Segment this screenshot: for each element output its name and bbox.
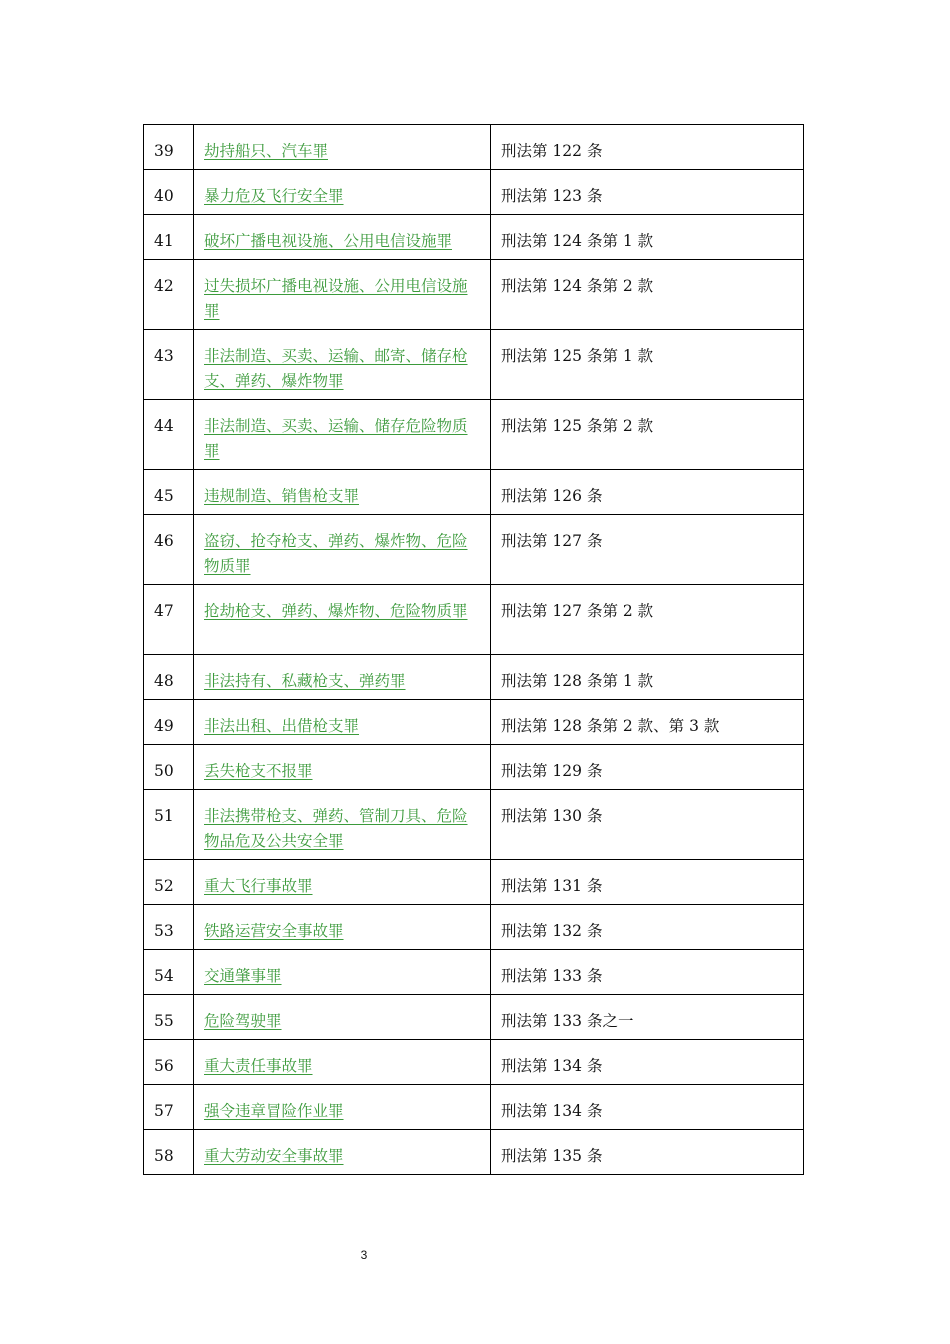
table-row xyxy=(144,125,804,170)
crime-name-cell xyxy=(194,1085,491,1130)
row-number: 51 xyxy=(144,790,194,860)
table-row xyxy=(144,330,804,400)
table-row xyxy=(144,215,804,260)
row-number: 58 xyxy=(144,1130,194,1175)
row-number: 40 xyxy=(144,170,194,215)
law-article: 刑法第 124 条第 2 款 xyxy=(491,260,804,330)
crime-name-cell xyxy=(194,745,491,790)
row-number: 55 xyxy=(144,995,194,1040)
law-article: 刑法第 133 条 xyxy=(491,950,804,995)
law-article: 刑法第 124 条第 1 款 xyxy=(491,215,804,260)
table-row xyxy=(144,1040,804,1085)
crime-name-link[interactable]: 强令违章冒险作业罪 xyxy=(204,1102,344,1120)
table-row xyxy=(144,400,804,470)
crime-name-cell xyxy=(194,260,491,330)
row-number: 54 xyxy=(144,950,194,995)
crime-name-cell xyxy=(194,125,491,170)
row-number: 56 xyxy=(144,1040,194,1085)
row-number: 49 xyxy=(144,700,194,745)
page-number: 3 xyxy=(360,1248,368,1262)
crime-name-link[interactable]: 违规制造、销售枪支罪 xyxy=(204,487,360,505)
row-number: 57 xyxy=(144,1085,194,1130)
law-article: 刑法第 129 条 xyxy=(491,745,804,790)
table-row xyxy=(144,995,804,1040)
row-number: 43 xyxy=(144,330,194,400)
crime-name-link[interactable]: 丢失枪支不报罪 xyxy=(204,762,313,780)
row-number: 47 xyxy=(144,585,194,655)
table-row xyxy=(144,700,804,745)
table-row xyxy=(144,745,804,790)
crime-name-cell xyxy=(194,950,491,995)
crime-name-cell xyxy=(194,700,491,745)
table-row xyxy=(144,470,804,515)
crime-name-link[interactable]: 重大劳动安全事故罪 xyxy=(204,1147,344,1165)
law-article: 刑法第 130 条 xyxy=(491,790,804,860)
table-row xyxy=(144,170,804,215)
crime-name-link[interactable]: 铁路运营安全事故罪 xyxy=(204,922,344,940)
crime-name-cell xyxy=(194,995,491,1040)
table-row xyxy=(144,655,804,700)
law-article: 刑法第 127 条 xyxy=(491,515,804,585)
crime-name-link[interactable]: 劫持船只、汽车罪 xyxy=(204,142,329,160)
law-article: 刑法第 133 条之一 xyxy=(491,995,804,1040)
row-number: 39 xyxy=(144,125,194,170)
table-row xyxy=(144,860,804,905)
crime-name-link[interactable]: 非法制造、买卖、运输、储存危险物质罪 xyxy=(204,417,468,460)
crime-name-link[interactable]: 抢劫枪支、弹药、爆炸物、危险物质罪 xyxy=(204,602,468,620)
table-row xyxy=(144,1130,804,1175)
table-row xyxy=(144,585,804,655)
crime-name-cell xyxy=(194,1040,491,1085)
crime-name-link[interactable]: 过失损坏广播电视设施、公用电信设施罪 xyxy=(204,277,468,320)
crime-name-link[interactable]: 盗窃、抢夺枪支、弹药、爆炸物、危险物质罪 xyxy=(204,532,468,575)
law-article: 刑法第 122 条 xyxy=(491,125,804,170)
table-row xyxy=(144,260,804,330)
crime-table xyxy=(143,124,804,1175)
law-article: 刑法第 128 条第 1 款 xyxy=(491,655,804,700)
law-article: 刑法第 134 条 xyxy=(491,1040,804,1085)
crime-name-link[interactable]: 非法携带枪支、弹药、管制刀具、危险物品危及公共安全罪 xyxy=(204,807,468,850)
crime-name-link[interactable]: 重大飞行事故罪 xyxy=(204,877,313,895)
table-row xyxy=(144,790,804,860)
crime-name-link[interactable]: 非法制造、买卖、运输、邮寄、储存枪支、弹药、爆炸物罪 xyxy=(204,347,468,390)
crime-name-cell xyxy=(194,515,491,585)
table-row xyxy=(144,905,804,950)
crime-name-cell xyxy=(194,470,491,515)
crime-name-link[interactable]: 交通肇事罪 xyxy=(204,967,282,985)
crime-name-cell xyxy=(194,1130,491,1175)
law-article: 刑法第 125 条第 2 款 xyxy=(491,400,804,470)
row-number: 42 xyxy=(144,260,194,330)
crime-name-cell xyxy=(194,170,491,215)
crime-name-link[interactable]: 非法出租、出借枪支罪 xyxy=(204,717,360,735)
table-row xyxy=(144,515,804,585)
crime-name-link[interactable]: 危险驾驶罪 xyxy=(204,1012,282,1030)
row-number: 50 xyxy=(144,745,194,790)
row-number: 46 xyxy=(144,515,194,585)
law-article: 刑法第 125 条第 1 款 xyxy=(491,330,804,400)
crime-name-link[interactable]: 暴力危及飞行安全罪 xyxy=(204,187,344,205)
crime-name-cell xyxy=(194,400,491,470)
crime-name-cell xyxy=(194,905,491,950)
row-number: 48 xyxy=(144,655,194,700)
law-article: 刑法第 123 条 xyxy=(491,170,804,215)
row-number: 52 xyxy=(144,860,194,905)
crime-name-cell xyxy=(194,585,491,655)
row-number: 41 xyxy=(144,215,194,260)
law-article: 刑法第 126 条 xyxy=(491,470,804,515)
law-article: 刑法第 135 条 xyxy=(491,1130,804,1175)
row-number: 45 xyxy=(144,470,194,515)
crime-name-link[interactable]: 破坏广播电视设施、公用电信设施罪 xyxy=(204,232,453,250)
table-row xyxy=(144,950,804,995)
crime-name-cell xyxy=(194,655,491,700)
crime-name-cell xyxy=(194,330,491,400)
crime-name-cell xyxy=(194,860,491,905)
crime-name-cell xyxy=(194,215,491,260)
law-article: 刑法第 127 条第 2 款 xyxy=(491,585,804,655)
crime-name-link[interactable]: 非法持有、私藏枪支、弹药罪 xyxy=(204,672,406,690)
row-number: 53 xyxy=(144,905,194,950)
table-row xyxy=(144,1085,804,1130)
row-number: 44 xyxy=(144,400,194,470)
crime-name-cell xyxy=(194,790,491,860)
law-article: 刑法第 134 条 xyxy=(491,1085,804,1130)
crime-name-link[interactable]: 重大责任事故罪 xyxy=(204,1057,313,1075)
law-article: 刑法第 132 条 xyxy=(491,905,804,950)
law-article: 刑法第 128 条第 2 款、第 3 款 xyxy=(491,700,804,745)
law-article: 刑法第 131 条 xyxy=(491,860,804,905)
